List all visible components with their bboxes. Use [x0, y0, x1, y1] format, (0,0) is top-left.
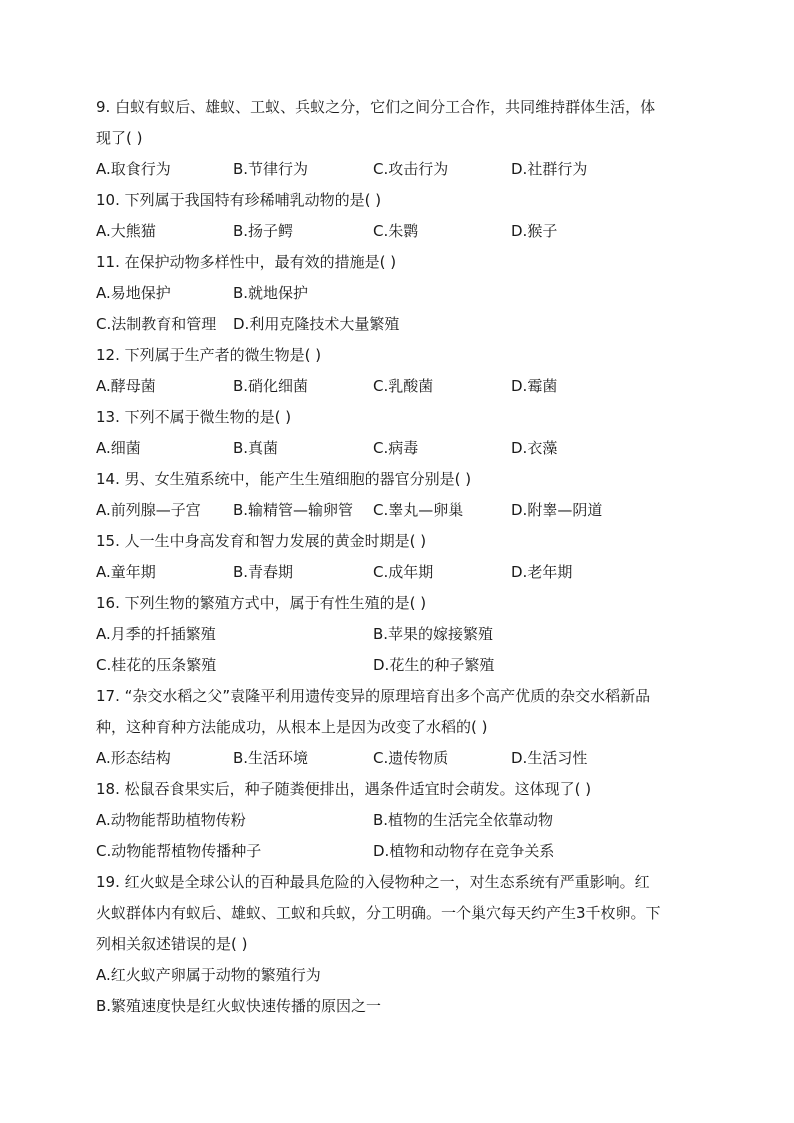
question-19-stem-line-3: 列相关叙述错误的是( ) [96, 935, 248, 953]
option-d: D.老年期 [511, 563, 573, 581]
option-d: D.猴子 [511, 222, 558, 240]
option-a: A.易地保护 [96, 284, 171, 302]
question-19-stem-line-1: 19. 红火蚁是全球公认的百种最具危险的入侵物种之一，对生态系统有严重影响。红 [96, 873, 650, 891]
question-18-options-row-2 [96, 836, 700, 867]
question-18-options-row-1 [96, 805, 700, 836]
question-19-option-a: A.红火蚁产卵属于动物的繁殖行为 [96, 966, 321, 984]
question-18-stem: 18. 松鼠吞食果实后，种子随粪便排出，遇条件适宜时会萌发。这体现了( ) [96, 780, 592, 798]
option-a: A.大熊猫 [96, 222, 156, 240]
option-c: C.成年期 [373, 563, 434, 581]
option-c: C.攻击行为 [373, 160, 449, 178]
option-a: A.动物能帮助植物传粉 [96, 811, 246, 829]
option-d: D.附睾—阴道 [511, 501, 603, 519]
question-12-options [96, 371, 700, 402]
option-a: A.酵母菌 [96, 377, 156, 395]
question-13-options [96, 433, 700, 464]
option-a: A.月季的扦插繁殖 [96, 625, 216, 643]
question-17-stem-line-1: 17. “杂交水稻之父”袁隆平利用遗传变异的原理培育出多个高产优质的杂交水稻新品 [96, 687, 651, 705]
option-b: B.硝化细菌 [233, 377, 309, 395]
question-15-options [96, 557, 700, 588]
question-9-stem-line-1: 9. 白蚁有蚁后、雄蚁、工蚁、兵蚁之分，它们之间分工合作，共同维持群体生活，体 [96, 98, 656, 116]
question-19-option-b: B.繁殖速度快是红火蚁快速传播的原因之一 [96, 997, 382, 1015]
question-17-stem-line-2: 种，这种育种方法能成功，从根本上是因为改变了水稻的( ) [96, 718, 488, 736]
option-c: C.桂花的压条繁殖 [96, 656, 217, 674]
option-b: B.青春期 [233, 563, 294, 581]
question-16-options-row-2 [96, 650, 700, 681]
question-16-options-row-1 [96, 619, 700, 650]
question-14-stem: 14. 男、女生殖系统中，能产生生殖细胞的器官分别是( ) [96, 470, 472, 488]
question-list [96, 92, 700, 1022]
question-15-stem: 15. 人一生中身高发育和智力发展的黄金时期是( ) [96, 532, 427, 550]
option-d: D.利用克隆技术大量繁殖 [233, 315, 400, 333]
question-9-options [96, 154, 700, 185]
question-11-stem: 11. 在保护动物多样性中，最有效的措施是( ) [96, 253, 397, 271]
option-c: C.动物能帮植物传播种子 [96, 842, 262, 860]
option-b: B.就地保护 [233, 284, 309, 302]
question-11-options-row-2 [96, 309, 700, 340]
question-19-stem-line-2: 火蚁群体内有蚁后、雄蚁、工蚁和兵蚁，分工明确。一个巢穴每天约产生3千枚卵。下 [96, 904, 661, 922]
question-10-options [96, 216, 700, 247]
option-c: C.乳酸菌 [373, 377, 434, 395]
question-12-stem: 12. 下列属于生产者的微生物是( ) [96, 346, 322, 364]
question-16-stem: 16. 下列生物的繁殖方式中，属于有性生殖的是( ) [96, 594, 427, 612]
option-a: A.取食行为 [96, 160, 171, 178]
question-14-options [96, 495, 700, 526]
option-d: D.衣藻 [511, 439, 558, 457]
option-d: D.花生的种子繁殖 [373, 656, 495, 674]
option-b: B.扬子鳄 [233, 222, 294, 240]
option-c: C.睾丸—卵巢 [373, 501, 464, 519]
question-10-stem: 10. 下列属于我国特有珍稀哺乳动物的是( ) [96, 191, 382, 209]
option-c: C.朱鹮 [373, 222, 419, 240]
option-b: B.真菌 [233, 439, 279, 457]
option-c: C.法制教育和管理 [96, 315, 217, 333]
option-b: B.生活环境 [233, 749, 309, 767]
option-a: A.细菌 [96, 439, 141, 457]
question-17-options [96, 743, 700, 774]
option-b: B.输精管—输卵管 [233, 501, 354, 519]
option-d: D.霉菌 [511, 377, 558, 395]
option-a: A.前列腺—子宫 [96, 501, 201, 519]
question-13-stem: 13. 下列不属于微生物的是( ) [96, 408, 292, 426]
question-9-stem-line-2: 现了( ) [96, 129, 143, 147]
option-b: B.植物的生活完全依靠动物 [373, 811, 554, 829]
option-b: B.苹果的嫁接繁殖 [373, 625, 494, 643]
option-a: A.形态结构 [96, 749, 171, 767]
question-11-options-row-1 [96, 278, 700, 309]
option-c: C.病毒 [373, 439, 419, 457]
option-a: A.童年期 [96, 563, 156, 581]
option-d: D.生活习性 [511, 749, 588, 767]
option-d: D.植物和动物存在竞争关系 [373, 842, 555, 860]
option-c: C.遗传物质 [373, 749, 449, 767]
option-b: B.节律行为 [233, 160, 309, 178]
option-d: D.社群行为 [511, 160, 588, 178]
